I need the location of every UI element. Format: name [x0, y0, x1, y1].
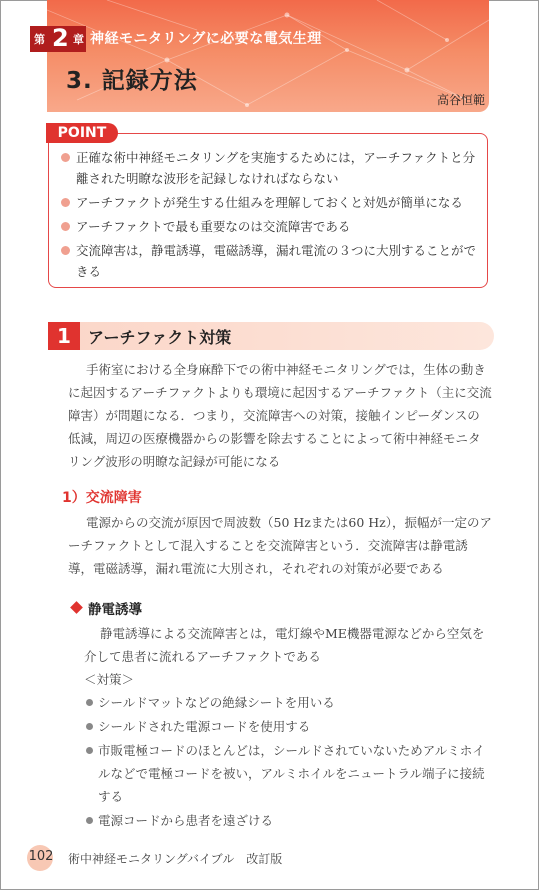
banner-network-pattern [47, 0, 489, 112]
measure-item: シールドマットなどの絶縁シートを用いる [84, 691, 494, 714]
subsection-paragraph: 電源からの交流が原因で周波数（50 Hzまたは60 Hz），振幅が一定のアーチファクトとして混入することを交流障害という．交流障害は静電誘導，電磁誘導，漏れ電流に大別され，それぞれの対策が必要である [68, 515, 492, 576]
section-paragraph: 手術室における全身麻酔下での術中神経モニタリングでは，生体の動きに起因するアーチファクトよりも環境に起因するアーチファクト（主に交流障害）が問題になる．つまり，交流障害への対策，接触インピーダンスの低減，周辺の医療機器からの影響を除去することによって術中神経モニタリング波形の明瞭な記録が可能になる [68, 362, 492, 469]
measure-item: 電源コードから患者を遠ざける [84, 809, 494, 832]
author-name: 高谷恒範 [436, 93, 485, 107]
footer-book-title: 術中神経モニタリングバイブル 改訂版 [68, 852, 283, 866]
section-heading: アーチファクト対策 [88, 328, 232, 347]
point-item: 交流障害は，静電誘導，電磁誘導，漏れ電流の３つに大別することができる [60, 240, 480, 282]
subsection-heading: 1）交流障害 [62, 490, 142, 506]
measure-item: 市販電極コードのほとんどは，シールドされていないためアルミホイルなどで電極コードを被い，アルミホイルをニュートラル端子に接続する [84, 739, 494, 808]
chapter-banner [47, 0, 489, 112]
subsubsection-heading: 静電誘導 [88, 602, 142, 618]
measures-list [84, 691, 494, 833]
chapter-prefix: 第 [34, 33, 45, 46]
point-item: アーチファクトが発生する仕組みを理解しておくと対処が簡単になる [60, 192, 480, 213]
section-number: 1 [48, 322, 80, 350]
point-label: POINT [46, 123, 118, 143]
section-title: 3. 記録方法 [66, 68, 198, 94]
point-item: 正確な術中神経モニタリングを実施するためには，アーチファクトと分離された明瞭な波形を記録しなければならない [60, 147, 480, 189]
subsubsection-paragraph: 静電誘導による交流障害とは，電灯線やME機器電源などから空気を介して患者に流れるアーチファクトである [84, 626, 485, 664]
point-list [60, 147, 480, 285]
chapter-number: 2 [52, 24, 69, 52]
measure-item: シールドされた電源コードを使用する [84, 715, 494, 738]
chapter-suffix: 章 [73, 33, 84, 46]
point-item: アーチファクトで最も重要なのは交流障害である [60, 216, 480, 237]
measures-label: ＜対策＞ [84, 672, 135, 687]
page-number: 102 [28, 849, 54, 864]
chapter-title: 神経モニタリングに必要な電気生理 [90, 31, 322, 47]
